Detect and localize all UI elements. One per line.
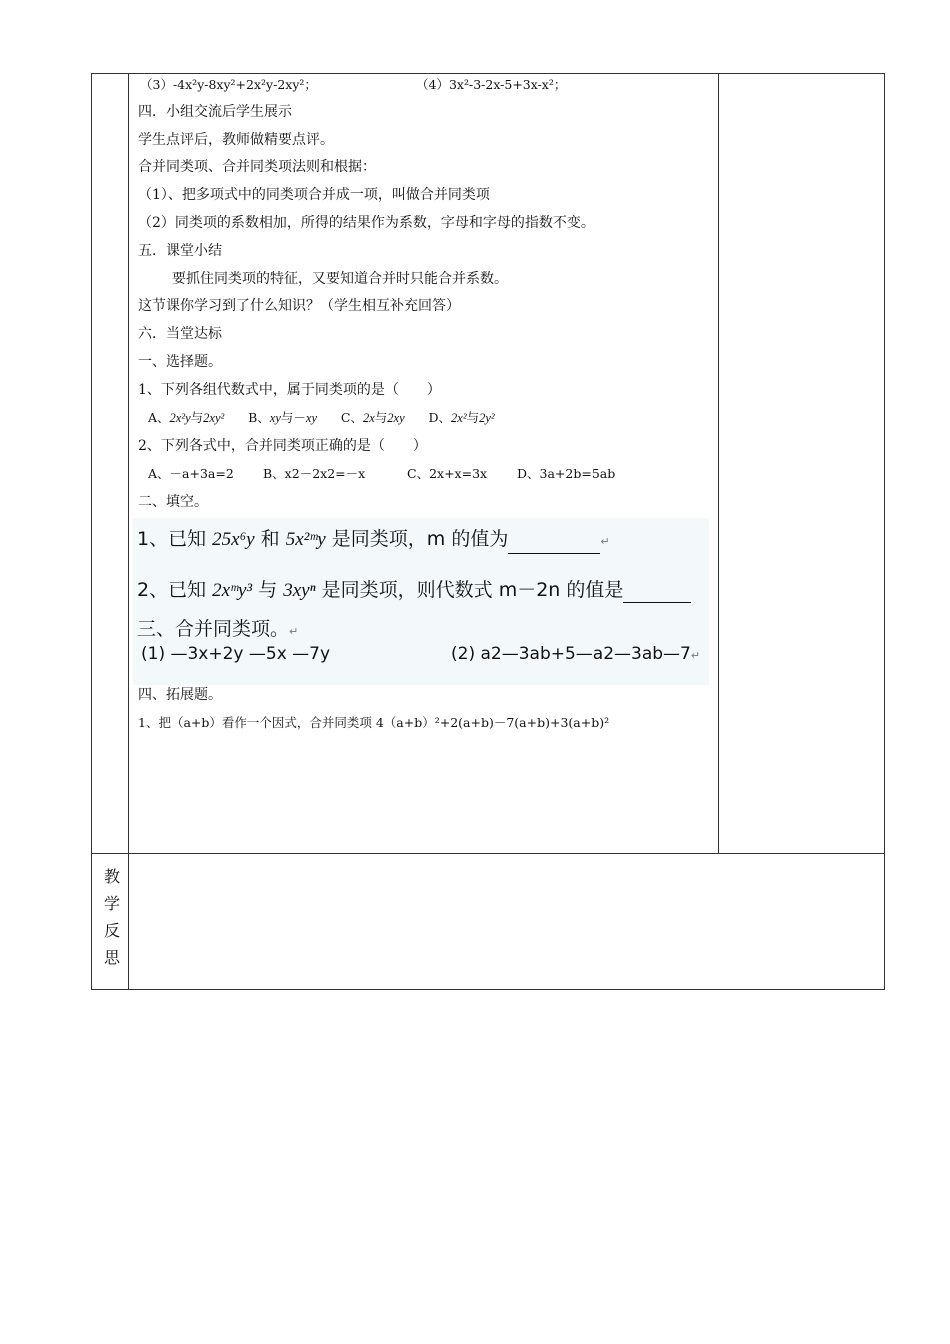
table-row-divider [91,853,885,854]
rule-1: （1）、把多项式中的同类项合并成一项，叫做合并同类项 [138,187,490,203]
answer-blank-2[interactable] [623,584,691,603]
summary-line-2: 这节课你学习到了什么知识？（学生相互补充回答） [138,298,460,314]
question-2-option-d: D、3a+2b=5ab [517,466,616,481]
fill-section-heading: 二、填空。 [138,494,208,510]
question-1-options [148,409,495,427]
summary-line-1: 要抓住同类项的特征，又要知道合并时只能合并系数。 [172,271,508,287]
section-4-heading: 四．小组交流后学生展示 [138,104,292,120]
combine-section-heading: 三、合并同类项。↵ [137,618,299,640]
section-6-heading: 六．当堂达标 [138,326,222,342]
fill-question-1: 1、已知 25x⁶y 和 5x²ᵐy 是同类项，m 的值为 ↵ [137,527,610,554]
rule-2: （2）同类项的系数相加，所得的结果作为系数，字母和字母的指数不变。 [138,215,595,231]
question-2-option-b: B、x2－2x2=－x [263,466,366,481]
option-b: B、xy与－xy [248,410,318,425]
option-c: C、2x与2xy [340,410,405,425]
option-a: A、2x²y与2xy² [148,410,225,425]
fill-question-2: 2、已知 2xᵐy³ 与 3xyⁿ 是同类项，则代数式 m－2n 的值是 [137,578,691,603]
answer-blank-1[interactable] [508,535,600,554]
combine-question-1: (1) —3x+2y —5x —7y [141,644,331,664]
reflection-label-char-3: 反 [103,921,120,940]
combine-question-2: (2) a2—3ab+5—a2—3ab—7↵ [451,644,701,664]
expansion-question-1: 1、把（a+b）看作一个因式，合并同类项 4（a+b）²+2(a+b)－7(a+b)+3(a+b)² [138,715,610,730]
section-5-heading: 五．课堂小结 [138,243,222,259]
table-column-divider-right [718,73,719,854]
table-border-top [91,73,885,74]
reflection-label-char-2: 学 [103,894,120,913]
choice-section-heading: 一、选择题。 [138,354,222,370]
exercise-item-3: （3）-4x²y-8xy²+2x²y-2xy²； [140,77,317,92]
table-border-bottom [91,989,885,990]
question-2-option-c: C、2x+x=3x [407,466,488,481]
question-2-option-a: A、－a+3a=2 [148,466,234,481]
reflection-label-char-4: 思 [103,948,120,967]
expansion-section-heading: 四、拓展题。 [138,687,222,703]
section-4-line-1: 学生点评后，教师做精要点评。 [138,132,334,148]
section-4-line-2: 合并同类项、合并同类项法则和根据： [138,159,376,175]
reflection-label-char-1: 教 [103,867,120,886]
embedded-exercise-image [133,518,709,685]
question-1: 1、下列各组代数式中，属于同类项的是（ ） [138,382,441,398]
question-2: 2、下列各式中，合并同类项正确的是（ ） [138,438,427,454]
option-d: D、2x²与2y² [428,410,495,425]
exercise-item-4: （4）3x²-3-2x-5+3x-x²； [416,77,567,92]
